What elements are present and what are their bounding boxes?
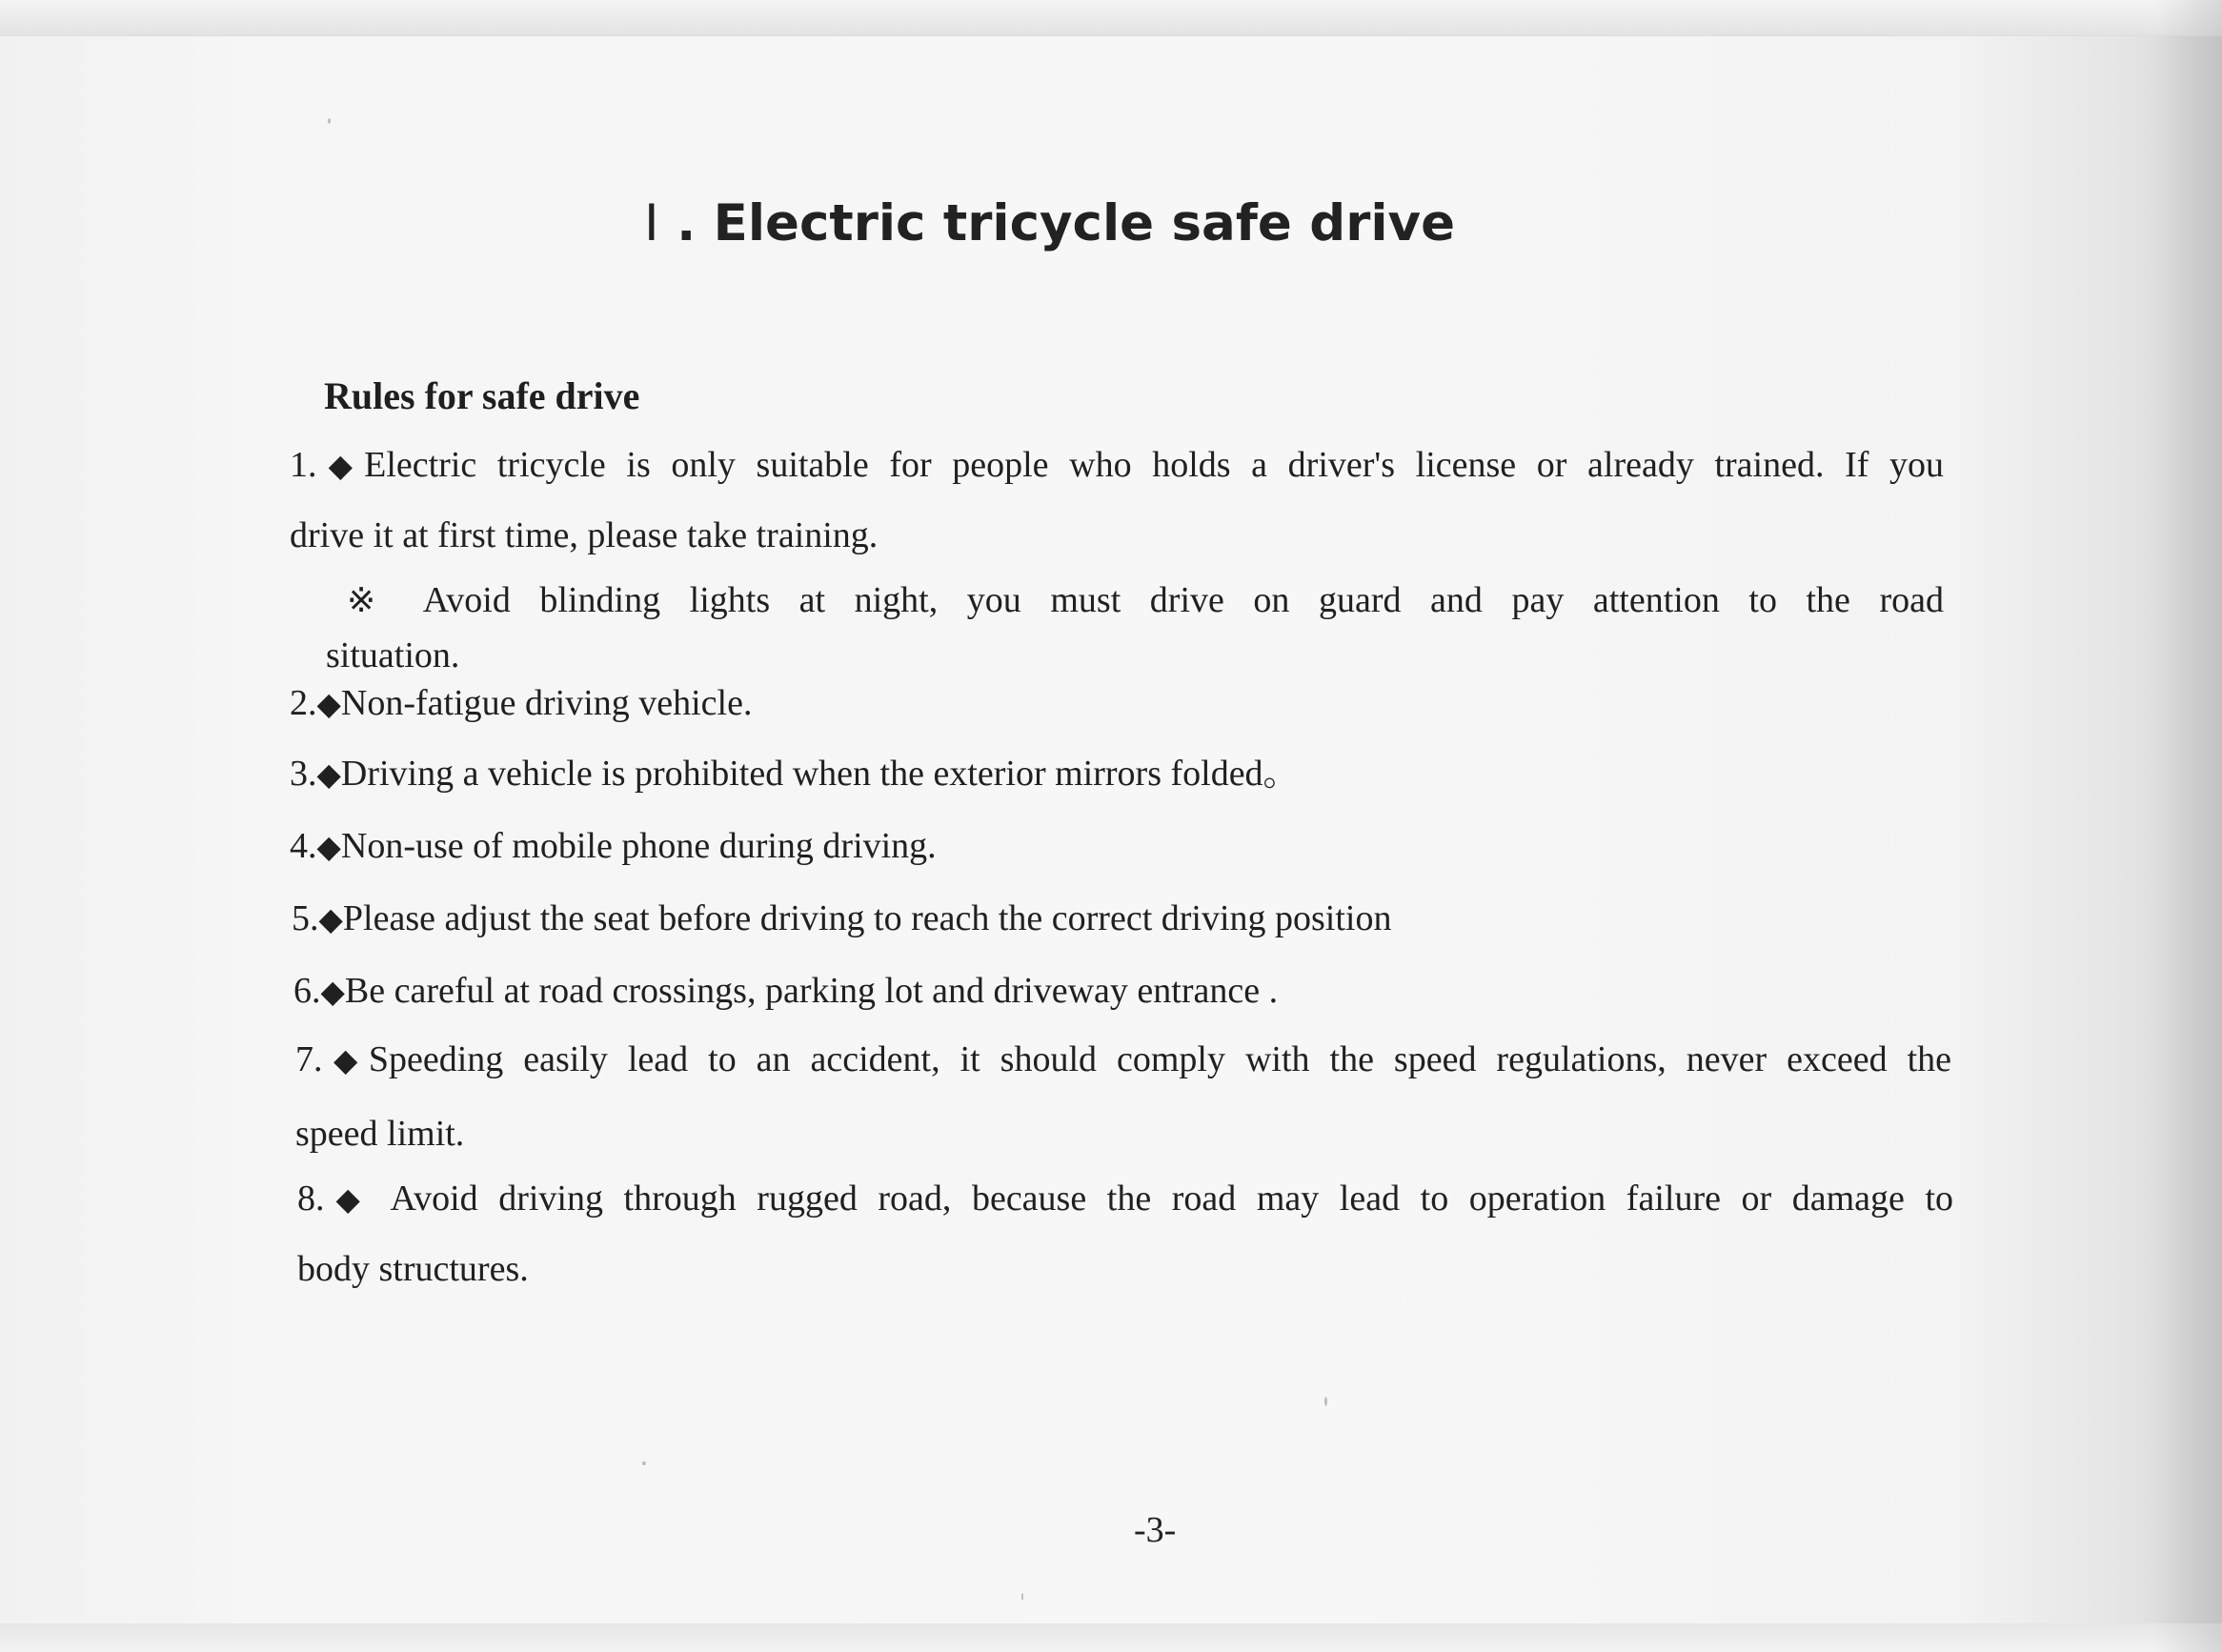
rule-1-line-1 <box>290 444 1944 487</box>
rule-5-number: 5. <box>292 898 319 938</box>
rule-3 <box>290 753 1300 796</box>
rule-4-text: Non-use of mobile phone during driving. <box>340 826 937 866</box>
rule-4 <box>290 825 937 868</box>
diamond-bullet-icon: ◆ <box>322 1041 369 1078</box>
diamond-bullet-icon: ◆ <box>316 755 341 793</box>
diamond-bullet-icon: ◆ <box>324 1180 372 1218</box>
note-line-1 <box>347 579 1944 622</box>
rule-1-line-2: drive it at first time, please take training. <box>290 515 879 555</box>
page-right-shadow <box>2155 0 2222 1652</box>
section-numeral: Ⅰ <box>644 196 659 252</box>
rule-2-number: 2. <box>290 683 317 723</box>
rule-6-text: Be careful at road crossings, parking lot and driveway entrance . <box>344 971 1279 1011</box>
rule-5-text: Please adjust the seat before driving to reach the correct driving position <box>342 898 1392 938</box>
diamond-bullet-icon: ◆ <box>316 447 365 484</box>
diamond-bullet-icon: ◆ <box>316 685 341 722</box>
rule-5 <box>292 897 1391 940</box>
page-bottom-edge <box>0 1623 2222 1652</box>
rule-4-number: 4. <box>290 826 317 866</box>
rule-8-number: 8. <box>297 1179 325 1219</box>
rule-7-line-2: speed limit. <box>295 1114 465 1154</box>
rule-7-text: Speeding easily lead to an accident, it should comply with the speed regulations, never exceed the <box>368 1039 1951 1079</box>
rule-8-text: Avoid driving through rugged road, because the road may lead to operation failure or damage to <box>390 1179 1953 1219</box>
diamond-bullet-icon: ◆ <box>320 973 345 1010</box>
rule-8-line-2: body structures. <box>297 1249 529 1289</box>
scan-speck <box>328 118 331 124</box>
note-text: Avoid blinding lights at night, you must drive on guard and pay attention to the road <box>422 580 1944 620</box>
rule-2 <box>290 682 752 725</box>
diamond-bullet-icon: ◆ <box>316 828 341 865</box>
rule-2-text: Non-fatigue driving vehicle. <box>340 683 753 723</box>
rule-1-number: 1. <box>290 445 317 485</box>
rule-6-number: 6. <box>293 971 321 1011</box>
rule-1-text: Electric tricycle is only suitable for people who holds a driver's license or already trained. If you <box>364 445 1944 485</box>
rule-3-text: Driving a vehicle is prohibited when the exterior mirrors folded。 <box>340 754 1300 794</box>
scan-speck <box>1324 1397 1327 1406</box>
scan-speck <box>1021 1593 1023 1601</box>
rule-3-number: 3. <box>290 754 317 794</box>
note-line-2: situation. <box>326 635 460 675</box>
rule-8-line-1 <box>297 1178 1953 1220</box>
scan-speck <box>642 1461 646 1465</box>
reference-mark-icon: ※ <box>347 581 396 620</box>
rule-6 <box>293 970 1278 1013</box>
rule-7-line-1 <box>295 1038 1951 1081</box>
page-title-text: . Electric tricycle safe drive <box>677 194 1456 252</box>
rule-7-number: 7. <box>295 1039 323 1079</box>
section-title: Rules for safe drive <box>324 374 640 417</box>
page-title <box>644 194 1455 252</box>
diamond-bullet-icon: ◆ <box>318 900 343 937</box>
page-top-edge <box>0 0 2222 38</box>
page-number: -3- <box>1134 1510 1177 1550</box>
